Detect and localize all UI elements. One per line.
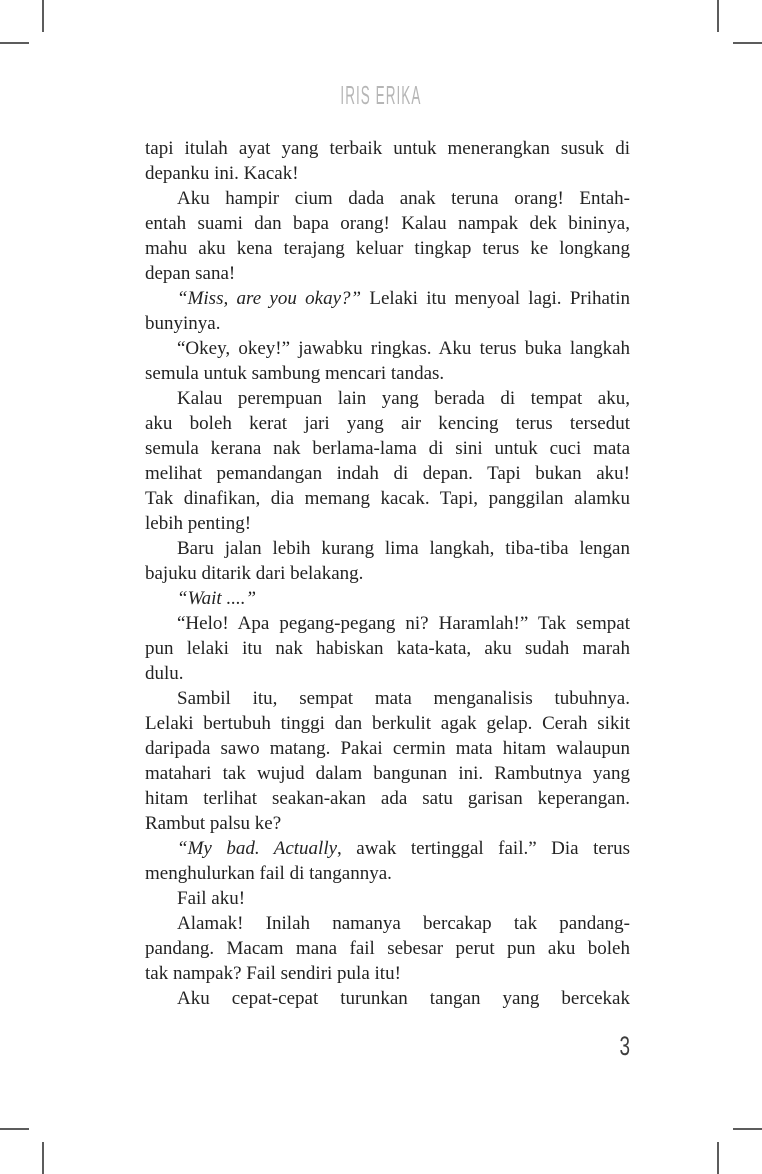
paragraph [145,986,630,1011]
text-line: aku boleh kerat jari yang air kencing terus tersedut [145,413,630,434]
text-line: lebih penting! [145,513,252,534]
crop-mark-bottom-left-horizontal [0,1128,29,1130]
crop-mark-top-right-vertical [717,0,719,32]
text-line: bajuku ditarik dari belakang. [145,563,364,584]
text-line: melihat pemandangan indah di depan. Tapi bukan aku! [145,463,630,484]
text-line: “Helo! Apa pegang-pegang ni? Haramlah!” Tak sempat [177,613,630,634]
crop-mark-bottom-right-horizontal [733,1128,762,1130]
text-line: matahari tak wujud dalam bangunan ini. Rambutnya yang [145,763,630,784]
text-line: menghulurkan fail di tangannya. [145,863,392,884]
text-line: “Miss, are you okay?” Lelaki itu menyoal lagi. Prihatin [177,288,630,309]
text-line: entah suami dan bapa orang! Kalau nampak dek bininya, [145,213,630,234]
crop-mark-bottom-right-vertical [717,1142,719,1174]
running-header-text: IRIS ERIKA [340,80,422,110]
paragraph [145,911,630,986]
paragraph [145,286,630,336]
text-line: “Wait ....” [177,588,257,609]
paragraph [145,586,630,611]
text-line: bunyinya. [145,313,221,334]
text-line: tapi itulah ayat yang terbaik untuk menerangkan susuk di [145,138,630,159]
crop-mark-top-right-horizontal [733,42,762,44]
page-number [615,1033,630,1060]
text-line: “Okey, okey!” jawabku ringkas. Aku terus buka langkah [177,338,630,359]
paragraph [145,186,630,286]
text-line: dulu. [145,663,184,684]
text-line: mahu aku kena terajang keluar tingkap terus ke longkang [145,238,630,259]
text-line: daripada sawo matang. Pakai cermin mata hitam walaupun [145,738,630,759]
page-number-text: 3 [619,1031,630,1061]
paragraph [145,386,630,536]
text-line: Fail aku! [177,888,246,909]
text-line: depan sana! [145,263,236,284]
paragraph [145,611,630,686]
text-line: semula kerana nak berlama-lama di sini untuk cuci mata [145,438,630,459]
text-line: pun lelaki itu nak habiskan kata-kata, aku sudah marah [145,638,630,659]
text-line: tak nampak? Fail sendiri pula itu! [145,963,401,984]
text-line: Sambil itu, sempat mata menganalisis tubuhnya. [177,688,630,709]
text-line: Aku cepat-cepat turunkan tangan yang bercekak [177,988,630,1009]
text-line: Kalau perempuan lain yang berada di tempat aku, [177,388,630,409]
text-line: “My bad. Actually, awak tertinggal fail.” Dia terus [177,838,630,859]
text-line: depanku ini. Kacak! [145,163,299,184]
text-line: Tak dinafikan, dia memang kacak. Tapi, panggilan alamku [145,488,630,509]
paragraph [145,136,630,186]
running-header [0,82,762,108]
text-line: hitam terlihat seakan-akan ada satu garisan keperangan. [145,788,630,809]
text-line: semula untuk sambung mencari tandas. [145,363,445,384]
text-line: Rambut palsu ke? [145,813,282,834]
text-line: pandang. Macam mana fail sebesar perut pun aku boleh [145,938,630,959]
text-line: Aku hampir cium dada anak teruna orang! Entah- [177,188,630,209]
paragraph [145,886,630,911]
paragraph [145,536,630,586]
paragraph [145,336,630,386]
paragraph [145,686,630,836]
crop-mark-bottom-left-vertical [42,1142,44,1174]
text-line: Baru jalan lebih kurang lima langkah, tiba-tiba lengan [177,538,630,559]
text-line: Alamak! Inilah namanya bercakap tak pandang- [177,913,630,934]
body-text [145,136,630,1011]
text-line: Lelaki bertubuh tinggi dan berkulit agak gelap. Cerah sikit [145,713,630,734]
crop-mark-top-left-vertical [42,0,44,32]
crop-mark-top-left-horizontal [0,42,29,44]
paragraph [145,836,630,886]
